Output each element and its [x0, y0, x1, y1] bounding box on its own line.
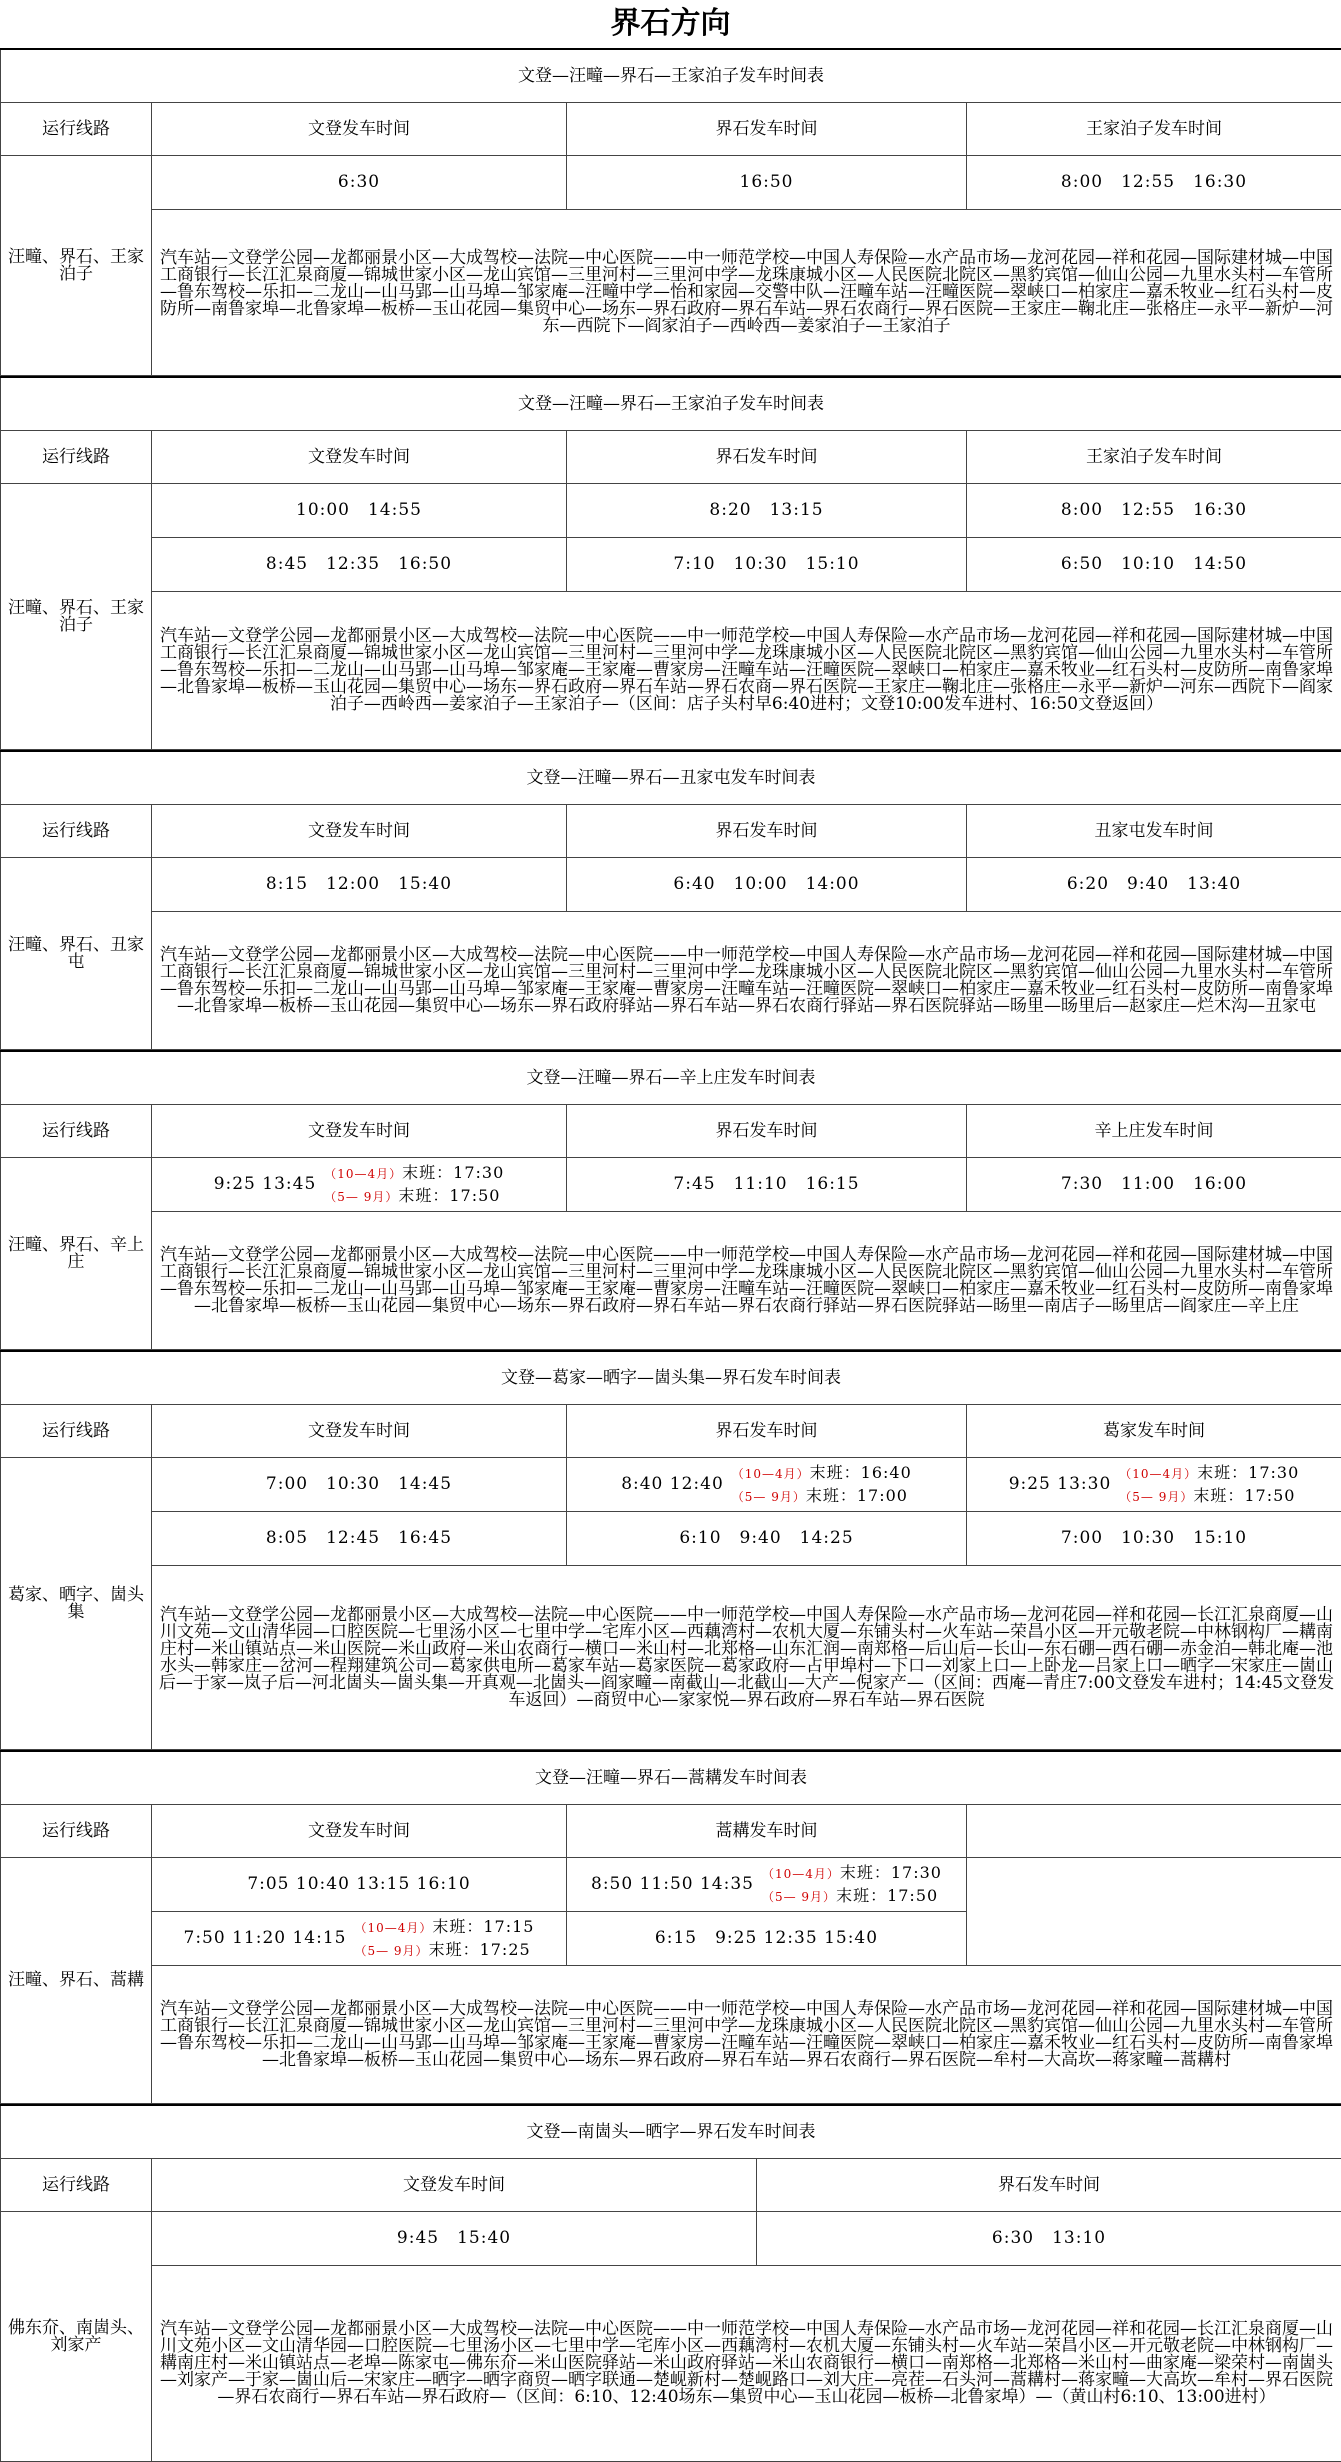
period-label: （5— 9月）	[1119, 1490, 1193, 1504]
time-text: 8:50 11:50 14:35	[591, 1876, 754, 1893]
time-text: 8:40 12:40	[621, 1476, 724, 1493]
time-cell: 16:50	[567, 156, 967, 210]
col-header: 界石发车时间	[567, 103, 967, 156]
last-bus-note	[1119, 1462, 1299, 1508]
col-route-header: 运行线路	[1, 1105, 152, 1158]
last-bus-note	[762, 1862, 942, 1908]
time-cell: 6:10 9:40 14:25	[567, 1512, 967, 1566]
time-text: 9:25 13:45	[214, 1176, 317, 1193]
last-bus-note	[732, 1462, 912, 1508]
time-cell: 6:30	[152, 156, 567, 210]
time-cell	[967, 1458, 1341, 1512]
last-bus-note	[354, 1916, 534, 1962]
time-cell: 7:00 10:30 15:10	[967, 1512, 1341, 1566]
time-text: 7:50 11:20 14:15	[184, 1930, 347, 1947]
last-bus-time: 末班：17:30	[402, 1163, 504, 1182]
last-bus-time: 末班：17:50	[836, 1886, 938, 1905]
time-text: 9:25 13:30	[1009, 1476, 1112, 1493]
time-cell: 8:00 12:55 16:30	[967, 484, 1341, 538]
col-header: 蒿耩发车时间	[567, 1805, 967, 1858]
col-header: 文登发车时间	[152, 431, 567, 484]
col-header: 文登发车时间	[152, 1105, 567, 1158]
col-header: 文登发车时间	[152, 1805, 567, 1858]
route-cell: 汪疃、界石、蒿耩	[1, 1858, 152, 2104]
time-cell: 6:40 10:00 14:00	[567, 858, 967, 912]
stops-cell: 汽车站—文登学公园—龙都丽景小区—大成驾校—法院—中心医院——中一师范学校—中国人寿保险—水产品市场—龙河花园—祥和花园—国际建材城—中国工商银行—长江汇泉商厦—锦城世家小区—龙山宾馆—三里河村—三里河中学—龙珠康城小区—人民医院北院区—黑豹宾馆—仙山公园—九里水头村—车管所—鲁东驾校—乐扣—二龙山—山马郢—山马埠—邹家庵—王家庵—曹家房—汪疃车站—汪疃医院—翠峡口—柏家庄—嘉禾牧业—红石头村—皮防所—南鲁家埠—北鲁家埠—板桥—玉山花园—集贸中心—场东—界石政府—界石车站—界石农商行驿站—界石医院驿站—旸里—南店子—旸里店—阎家庄—辛上庄	[152, 1212, 1341, 1350]
col-header: 界石发车时间	[567, 431, 967, 484]
schedule-table-wangjiabozi-1	[0, 48, 1341, 376]
stops-cell: 汽车站—文登学公园—龙都丽景小区—大成驾校—法院—中心医院——中一师范学校—中国人寿保险—水产品市场—龙河花园—祥和花园—国际建材城—中国工商银行—长江汇泉商厦—锦城世家小区—龙山宾馆—三里河村—三里河中学—龙珠康城小区—人民医院北院区—黑豹宾馆—仙山公园—九里水头村—车管所—鲁东驾校—乐扣—二龙山—山马郢—山马埠—邹家庵—王家庵—曹家房—汪疃车站—汪疃医院—翠峡口—柏家庄—嘉禾牧业—红石头村—皮防所—南鲁家埠—北鲁家埠—板桥—玉山花园—集贸中心—场东—界石政府—界石车站—界石农商行—界石医院—牟村—大高坎—蒋家疃—蒿耩村	[152, 1966, 1341, 2104]
route-cell: 汪疃、界石、丑家屯	[1, 858, 152, 1050]
col-header: 界石发车时间	[567, 805, 967, 858]
schedule-table-choujiatun	[0, 750, 1341, 1050]
table-title: 文登—汪疃—界石—辛上庄发车时间表	[1, 1051, 1341, 1105]
stops-cell: 汽车站—文登学公园—龙都丽景小区—大成驾校—法院—中心医院——中一师范学校—中国人寿保险—水产品市场—龙河花园—祥和花园—国际建材城—中国工商银行—长江汇泉商厦—锦城世家小区—龙山宾馆—三里河村—三里河中学—龙珠康城小区—人民医院北院区—黑豹宾馆—仙山公园—九里水头村—车管所—鲁东驾校—乐扣—二龙山—山马郢—山马埠—邹家庵—王家庵—曹家房—汪疃车站—汪疃医院—翠峡口—柏家庄—嘉禾牧业—红石头村—皮防所—南鲁家埠—北鲁家埠—板桥—玉山花园—集贸中心—场东—界石政府—界石车站—界石农商—界石医院—王家庄—鞠北庄—张格庄—永平—新炉—河东—西院下—阎家泊子—西岭西—姜家泊子—王家泊子—（区间：店子头村早6:40进村；文登10:00发车进村、16:50文登返回）	[152, 592, 1341, 750]
time-cell: 6:50 10:10 14:50	[967, 538, 1341, 592]
last-bus-time: 末班：17:00	[806, 1486, 908, 1505]
time-cell: 8:15 12:00 15:40	[152, 858, 567, 912]
col-header: 文登发车时间	[152, 2159, 757, 2212]
time-cell: 6:20 9:40 13:40	[967, 858, 1341, 912]
col-header: 文登发车时间	[152, 805, 567, 858]
stops-cell: 汽车站—文登学公园—龙都丽景小区—大成驾校—法院—中心医院——中一师范学校—中国人寿保险—水产品市场—龙河花园—祥和花园—国际建材城—中国工商银行—长江汇泉商厦—锦城世家小区—龙山宾馆—三里河村—三里河中学—龙珠康城小区—人民医院北院区—黑豹宾馆—仙山公园—九里水头村—车管所—鲁东驾校—乐扣—二龙山—山马郢—山马埠—邹家庵—汪疃中学—怡和家园—交警中队—汪疃车站—汪疃医院—翠峡口—柏家庄—嘉禾牧业—红石头村—皮防所—南鲁家埠—北鲁家埠—板桥—玉山花园—集贸中心—场东—界石政府—界石车站—界石农商行—界石医院—王家庄—鞠北庄—张格庄—永平—新炉—河东—西院下—阎家泊子—西岭西—姜家泊子—王家泊子	[152, 210, 1341, 376]
time-cell: 7:00 10:30 14:45	[152, 1458, 567, 1512]
time-cell: 7:45 11:10 16:15	[567, 1158, 967, 1212]
last-bus-time: 末班：17:30	[1197, 1463, 1299, 1482]
last-bus-time: 末班：17:50	[398, 1186, 500, 1205]
time-cell: 7:30 11:00 16:00	[967, 1158, 1341, 1212]
time-cell	[152, 1158, 567, 1212]
schedule-table-haojiang	[0, 1750, 1341, 2104]
last-bus-time: 末班：16:40	[810, 1463, 912, 1482]
period-label: （10—4月）	[762, 1867, 840, 1881]
table-title: 文登—葛家—晒字—崮头集—界石发车时间表	[1, 1351, 1341, 1405]
schedule-table-xinshangzhuang	[0, 1050, 1341, 1350]
col-header: 王家泊子发车时间	[967, 431, 1341, 484]
last-bus-time: 末班：17:25	[429, 1940, 531, 1959]
time-cell: 8:20 13:15	[567, 484, 967, 538]
col-route-header: 运行线路	[1, 431, 152, 484]
last-bus-time: 末班：17:15	[432, 1917, 534, 1936]
col-route-header: 运行线路	[1, 103, 152, 156]
col-header: 葛家发车时间	[967, 1405, 1341, 1458]
col-header: 文登发车时间	[152, 103, 567, 156]
empty-cell	[967, 1858, 1341, 1966]
schedule-table-nangutou	[0, 2104, 1341, 2462]
stops-cell: 汽车站—文登学公园—龙都丽景小区—大成驾校—法院—中心医院——中一师范学校—中国人寿保险—水产品市场—龙河花园—祥和花园—国际建材城—中国工商银行—长江汇泉商厦—锦城世家小区—龙山宾馆—三里河村—三里河中学—龙珠康城小区—人民医院北院区—黑豹宾馆—仙山公园—九里水头村—车管所—鲁东驾校—乐扣—二龙山—山马郢—山马埠—邹家庵—王家庵—曹家房—汪疃车站—汪疃医院—翠峡口—柏家庄—嘉禾牧业—红石头村—皮防所—南鲁家埠—北鲁家埠—板桥—玉山花园—集贸中心—场东—界石政府驿站—界石车站—界石农商行驿站—界石医院驿站—旸里—旸里后—赵家庄—烂木沟—丑家屯	[152, 912, 1341, 1050]
stops-cell: 汽车站—文登学公园—龙都丽景小区—大成驾校—法院—中心医院——中一师范学校—中国人寿保险—水产品市场—龙河花园—祥和花园—长江汇泉商厦—山川文苑—文山清华园—口腔医院—七里汤小区—七里中学—宅库小区—西藕湾村—农机大厦—东铺头村—火车站—荣昌小区—开元敬老院—中林钢构厂—耩南庄村—米山镇站点—米山医院—米山政府—米山农商行—横口—米山村—北郑格—山东汇润—南郑格—后山后—长山—东石硼—西石硼—赤金泊—韩北庵—池水头—韩家庄—岔河—程翔建筑公司—葛家供电所—葛家车站—葛家医院—葛家政府—占甲埠村—下口—刘家上口—上卧龙—吕家上口—晒字—宋家庄—崮山后—于家—岚子后—河北崮头—崮头集—开真观—北崮头—阎家疃—南截山—北截山—大产—倪家产—（区间：西庵—青庄7:00文登发车进村；14:45文登发车返回）—商贸中心—家家悦—界石政府—界石车站—界石医院	[152, 1566, 1341, 1750]
time-cell	[567, 1458, 967, 1512]
route-cell: 汪疃、界石、王家泊子	[1, 484, 152, 750]
last-bus-note	[324, 1162, 504, 1208]
period-label: （5— 9月）	[762, 1890, 836, 1904]
time-cell: 6:15 9:25 12:35 15:40	[567, 1912, 967, 1966]
col-header: 王家泊子发车时间	[967, 103, 1341, 156]
time-cell: 8:00 12:55 16:30	[967, 156, 1341, 210]
time-cell: 8:45 12:35 16:50	[152, 538, 567, 592]
period-label: （5— 9月）	[354, 1944, 428, 1958]
col-header: 丑家屯发车时间	[967, 805, 1341, 858]
table-title: 文登—汪疃—界石—王家泊子发车时间表	[1, 49, 1341, 103]
time-cell: 7:05 10:40 13:15 16:10	[152, 1858, 567, 1912]
table-title: 文登—汪疃—界石—王家泊子发车时间表	[1, 377, 1341, 431]
period-label: （10—4月）	[324, 1167, 402, 1181]
time-cell: 10:00 14:55	[152, 484, 567, 538]
col-route-header: 运行线路	[1, 805, 152, 858]
table-title: 文登—汪疃—界石—丑家屯发车时间表	[1, 751, 1341, 805]
time-cell	[152, 1912, 567, 1966]
col-header: 界石发车时间	[757, 2159, 1341, 2212]
table-title: 文登—汪疃—界石—蒿耩发车时间表	[1, 1751, 1341, 1805]
stops-cell: 汽车站—文登学公园—龙都丽景小区—大成驾校—法院—中心医院——中一师范学校—中国人寿保险—水产品市场—龙河花园—祥和花园—长江汇泉商厦—山川文苑小区—文山清华园—口腔医院—七里汤小区—七里中学—宅库小区—西藕湾村—农机大厦—东铺头村—火车站—荣昌小区—开元敬老院—中林钢构厂—耩南庄村—米山镇站点—老埠—陈家屯—佛东夼—米山医院驿站—米山政府驿站—米山农商银行—横口—南郑格—北郑格—米山村—曲家庵—梁荣村—南崮头—刘家产—于家—崮山后—宋家庄—晒字—晒字商贸—晒字联通—楚岘新村—楚岘路口—刘大庄—亮茬—石头河—蒿耩村—蒋家疃—大高坎—牟村—界石医院—界石农商行—界石车站—界石政府—（区间：6:10、12:40场东—集贸中心—玉山花园—板桥—北鲁家埠）—（黄山村6:10、13:00进村）	[152, 2266, 1341, 2462]
col-route-header: 运行线路	[1, 1805, 152, 1858]
period-label: （5— 9月）	[732, 1490, 806, 1504]
col-header: 界石发车时间	[567, 1405, 967, 1458]
period-label: （10—4月）	[1119, 1467, 1197, 1481]
time-cell: 8:05 12:45 16:45	[152, 1512, 567, 1566]
col-header: 辛上庄发车时间	[967, 1105, 1341, 1158]
last-bus-time: 末班：17:50	[1193, 1486, 1295, 1505]
time-cell: 9:45 15:40	[152, 2212, 757, 2266]
route-cell: 汪疃、界石、辛上庄	[1, 1158, 152, 1350]
period-label: （10—4月）	[732, 1467, 810, 1481]
time-cell	[567, 1858, 967, 1912]
col-header: 文登发车时间	[152, 1405, 567, 1458]
route-cell: 葛家、晒字、崮头集	[1, 1458, 152, 1750]
col-route-header: 运行线路	[1, 1405, 152, 1458]
table-title: 文登—南崮头—晒字—界石发车时间表	[1, 2105, 1341, 2159]
page-title: 界石方向	[0, 0, 1341, 48]
route-cell: 佛东夼、南崮头、刘家产	[1, 2212, 152, 2462]
period-label: （10—4月）	[354, 1921, 432, 1935]
schedule-table-wangjiabozi-2	[0, 376, 1341, 750]
time-cell: 7:10 10:30 15:10	[567, 538, 967, 592]
schedule-table-gejia	[0, 1350, 1341, 1750]
col-header: 界石发车时间	[567, 1105, 967, 1158]
col-route-header: 运行线路	[1, 2159, 152, 2212]
route-cell: 汪疃、界石、王家泊子	[1, 156, 152, 376]
col-header-empty	[967, 1805, 1341, 1858]
last-bus-time: 末班：17:30	[840, 1863, 942, 1882]
time-cell: 6:30 13:10	[757, 2212, 1341, 2266]
period-label: （5— 9月）	[324, 1190, 398, 1204]
